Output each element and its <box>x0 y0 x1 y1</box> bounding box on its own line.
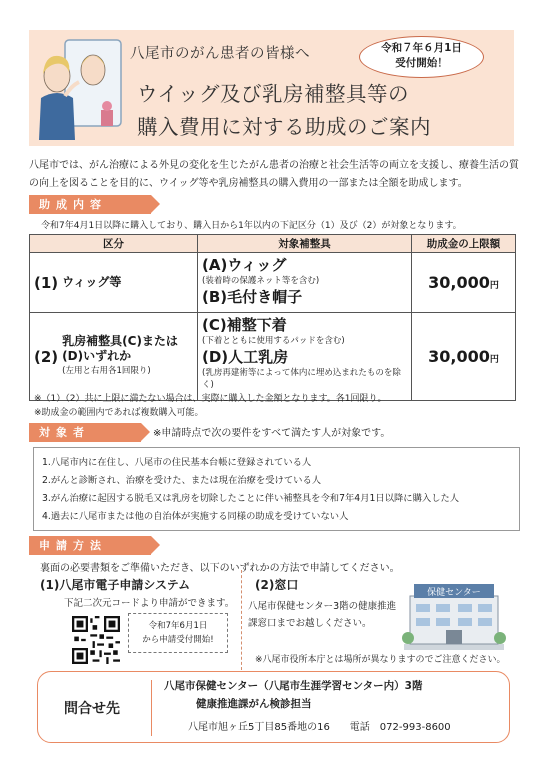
greeting-text: 八尾市のがん患者の皆様へ <box>130 46 310 62</box>
amount-cell <box>412 253 516 313</box>
kubun-name-wrap <box>62 334 192 379</box>
header-target: 対象補整具 <box>198 235 412 253</box>
header-kubun: 区分 <box>30 235 198 253</box>
page-title-line2: 購入費用に対する助成のご案内 <box>137 115 431 139</box>
amount-cell <box>412 313 516 401</box>
condition-item: 2.がんと診断され、治療を受けた、または現在治療を受けている人 <box>42 475 322 486</box>
kubun-sub: (左用と右用各1回限り) <box>62 366 151 376</box>
online-box-date: 令和7年6月1日 <box>148 621 208 631</box>
section-tag-apply: 申請方法 <box>29 536 151 555</box>
intro-paragraph: 八尾市では、がん治療による外見の変化を生じたがん患者の治療と社会生活等の両立を支援し、療養生活の質の向上を図ることを目的に、ウイッグ等や乳房補整具の購入費用の一部または全額を助成します。 <box>29 160 519 189</box>
table-row <box>30 313 516 401</box>
conditions-box <box>33 447 520 531</box>
kubun-number: (2) <box>34 347 59 366</box>
contact-office: 八尾市保健センター（八尾市生涯学習センター内）3階 <box>164 680 423 692</box>
condition-item: 3.がん治療に起因する脱毛又は乳房を切除したことに伴い補整具を令和7年4月1日以降に購入した人 <box>42 493 460 504</box>
grant-table <box>29 234 516 401</box>
condition-item: 4.過去に八尾市または他の自治体が実施する同様の助成を受けていない人 <box>42 511 349 522</box>
building-sign: 保健センター <box>427 588 481 598</box>
contact-box <box>37 671 510 743</box>
page-title-line1: ウイッグ及び乳房補整具等の <box>137 82 409 106</box>
target-item: (B)毛付き帽子 <box>202 288 303 306</box>
condition-item: 1.八尾市内に在住し、八尾市の住民基本台帳に登録されている人 <box>42 457 312 468</box>
online-start-box <box>128 613 228 653</box>
amount-value: 30,000 <box>428 273 490 292</box>
online-box-label: から申請受付開始! <box>142 635 214 645</box>
qr-code-icon[interactable] <box>72 616 120 664</box>
section-tag-content: 助成内容 <box>29 195 151 214</box>
section-tag-target: 対象者 <box>29 423 141 442</box>
target-item: (D)人工乳房 <box>202 348 289 366</box>
kubun-number: (1) <box>34 273 59 292</box>
amount-unit: 円 <box>489 355 499 365</box>
amount-unit: 円 <box>489 281 499 291</box>
window-note: ※八尾市役所本庁とは場所が異なりますのでご注意ください。 <box>255 655 506 665</box>
contact-address-phone: 八尾市旭ヶ丘5丁目85番地の16 電話 072-993-8600 <box>188 722 451 733</box>
window-text: 八尾市保健センター3階の健康推進課窓口までお越しください。 <box>248 601 397 629</box>
target-item-note: (乳房再建術等によって体内に埋め込まれたものを除く) <box>202 368 401 390</box>
header-amount: 助成金の上限額 <box>412 235 516 253</box>
badge-label: 受付開始！ <box>395 57 448 69</box>
kubun-name: 乳房補整具(C)または(D)いずれか <box>62 334 178 363</box>
apply-note: 裏面の必要書類をご準備いただき、以下のいずれかの方法で申請してください。 <box>40 563 400 574</box>
target-item: (C)補整下着 <box>202 316 287 334</box>
target-item-note: (装着時の保護ネット等を含む) <box>202 276 320 286</box>
contact-separator <box>151 680 152 736</box>
table-note: ※（1）（2）共に上限に満たない場合は、実際に購入した金額となります。各1回限り。 <box>34 394 387 404</box>
apply-divider <box>241 570 242 670</box>
target-cell <box>198 253 412 313</box>
kubun-cell <box>30 253 198 313</box>
start-date-badge <box>359 36 484 78</box>
online-heading: (1)八尾市電子申請システム <box>40 578 191 592</box>
woman-mirror-illustration <box>35 36 127 140</box>
health-center-building-icon <box>398 578 510 650</box>
kubun-name: ウィッグ等 <box>62 275 122 289</box>
contact-department: 健康推進課がん検診担当 <box>196 698 312 710</box>
target-item: (A)ウィッグ <box>202 256 287 274</box>
online-text: 下記二次元コードより申請ができます。 <box>64 598 235 609</box>
header-banner <box>29 30 514 146</box>
target-cell <box>198 313 412 401</box>
badge-date: 令和７年６月1日 <box>381 42 462 54</box>
table-header-row <box>30 235 516 253</box>
table-note: ※助成金の範囲内であれば複数購入可能。 <box>34 408 204 418</box>
content-note: 令和7年4月1日以降に購入しており、購入日から1年以内の下記区分（1）及び（2）が対象となります。 <box>41 221 462 231</box>
window-heading: (2)窓口 <box>255 578 299 592</box>
target-item-note: (下着とともに使用するパッドを含む) <box>202 336 345 346</box>
amount-value: 30,000 <box>428 347 490 366</box>
table-row <box>30 253 516 313</box>
target-note: ※申請時点で次の要件をすべて満たす人が対象です。 <box>153 428 391 439</box>
contact-label: 問合せ先 <box>64 701 120 717</box>
kubun-cell <box>30 313 198 401</box>
